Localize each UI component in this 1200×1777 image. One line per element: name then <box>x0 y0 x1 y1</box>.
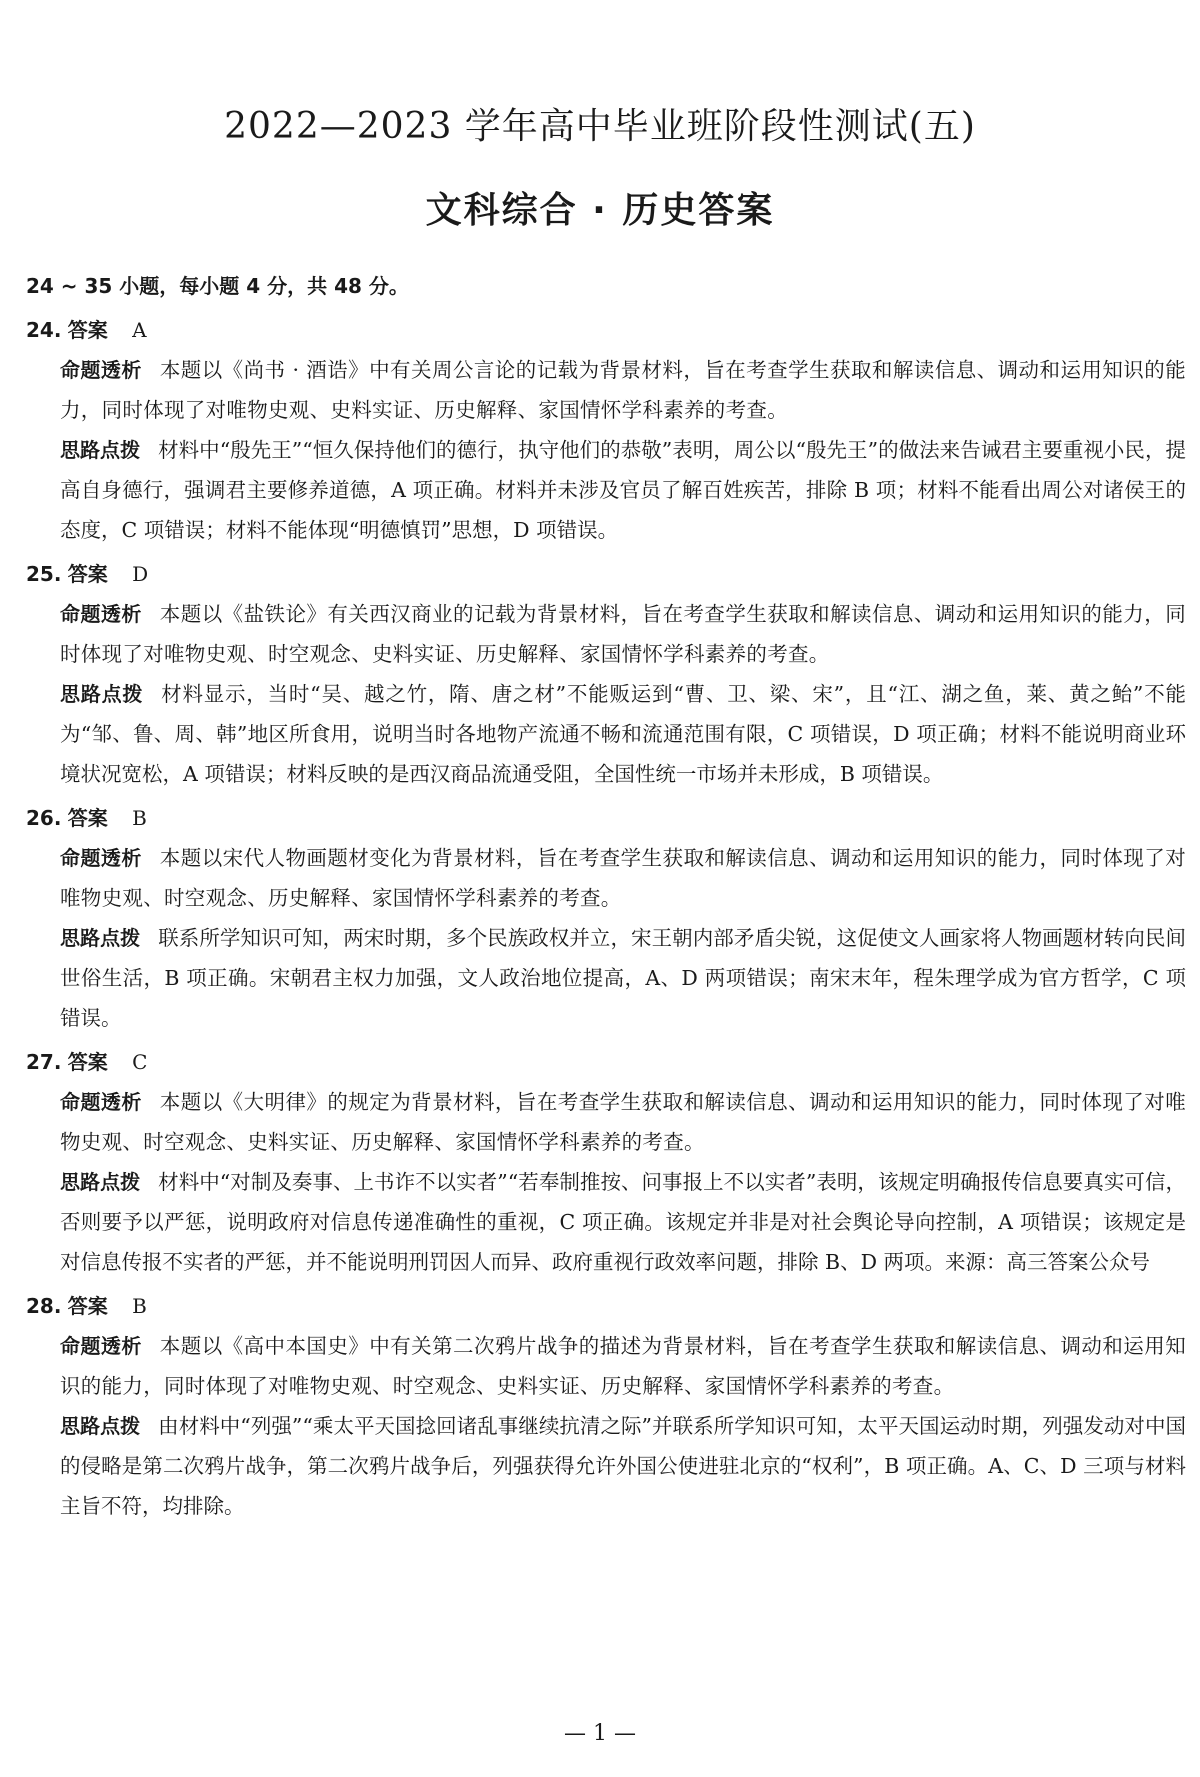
hint-paragraph <box>26 674 1186 794</box>
answer-value: D <box>132 562 149 586</box>
hint-text: 材料中“殷先王”“恒久保持他们的德行，执守他们的恭敬”表明，周公以“殷先王”的做法来告诫君主要重视小民，提高自身德行，强调君主要修养道德，A 项正确。材料并未涉及官员了解百姓疾苦，排除 B 项；材料不能看出周公对诸侯王的态度，C 项错误；材料不能体现“明德慎罚”思想，D 项错误。 <box>60 438 1186 542</box>
hint-label: 思路点拨 <box>60 1414 141 1438</box>
question-header <box>26 554 1186 594</box>
question-number: 24. <box>26 318 62 342</box>
answer-value: C <box>132 1050 148 1074</box>
analysis-text: 本题以《高中本国史》中有关第二次鸦片战争的描述为背景材料，旨在考查学生获取和解读信息、调动和运用知识的能力，同时体现了对唯物史观、时空观念、史料实证、历史解释、家国情怀学科素养的考查。 <box>60 1334 1187 1398</box>
answer-value: A <box>132 318 147 342</box>
question-block-28 <box>26 1286 1186 1526</box>
page-subtitle: 文科综合 · 历史答案 <box>425 190 775 231</box>
analysis-label: 命题透析 <box>60 358 142 382</box>
hint-text: 联系所学知识可知，两宋时期，多个民族政权并立，宋王朝内部矛盾尖锐，这促使文人画家将人物画题材转向民间世俗生活，B 项正确。宋朝君主权力加强，文人政治地位提高，A、D 两项错误；南宋末年，程朱理学成为官方哲学，C 项错误。 <box>60 926 1187 1030</box>
analysis-paragraph <box>26 838 1186 918</box>
answer-value: B <box>132 806 147 830</box>
analysis-text: 本题以《盐铁论》有关西汉商业的记载为背景材料，旨在考查学生获取和解读信息、调动和运用知识的能力，同时体现了对唯物史观、时空观念、史料实证、历史解释、家国情怀学科素养的考查。 <box>60 602 1187 666</box>
question-number: 25. <box>26 562 62 586</box>
hint-paragraph <box>26 1406 1186 1526</box>
question-block-24 <box>26 310 1186 550</box>
hint-label: 思路点拨 <box>60 682 144 706</box>
question-block-25 <box>26 554 1186 794</box>
question-block-26 <box>26 798 1186 1038</box>
analysis-paragraph <box>26 1082 1186 1162</box>
hint-label: 思路点拨 <box>60 438 141 462</box>
page-number: — 1 — <box>564 1721 636 1746</box>
hint-text: 由材料中“列强”“乘太平天国捻回诸乱事继续抗清之际”并联系所学知识可知，太平天国运动时期，列强发动对中国的侵略是第二次鸦片战争，第二次鸦片战争后，列强获得允许外国公使进驻北京的“权利”，B 项正确。A、C、D 三项与材料主旨不符，均排除。 <box>60 1414 1186 1518</box>
section-intro: 24 ~ 35 小题，每小题 4 分，共 48 分。 <box>26 274 409 298</box>
question-header <box>26 310 1186 350</box>
hint-label: 思路点拨 <box>60 926 141 950</box>
analysis-label: 命题透析 <box>60 846 142 870</box>
answer-content <box>26 266 1186 1526</box>
question-header <box>26 798 1186 838</box>
analysis-text: 本题以《尚书 · 酒诰》中有关周公言论的记载为背景材料，旨在考查学生获取和解读信息、调动和运用知识的能力，同时体现了对唯物史观、史料实证、历史解释、家国情怀学科素养的考查。 <box>60 358 1186 422</box>
question-block-27 <box>26 1042 1186 1282</box>
analysis-label: 命题透析 <box>60 1334 142 1358</box>
hint-text: 材料中“对制及奏事、上书诈不以实者”“若奉制推按、问事报上不以实者”表明，该规定明确报传信息要真实可信，否则要予以严惩，说明政府对信息传递准确性的重视，C 项正确。该规定并非是对社会舆论导向控制，A 项错误；该规定是对信息传报不实者的严惩，并不能说明刑罚因人而异、政府重视行政效率问题，排除 B、D 两项。来源：高三答案公众号 <box>60 1170 1186 1274</box>
answer-label: 答案 <box>67 1050 108 1074</box>
answer-label: 答案 <box>67 806 108 830</box>
question-number: 27. <box>26 1050 62 1074</box>
question-number: 26. <box>26 806 62 830</box>
analysis-paragraph <box>26 1326 1186 1406</box>
analysis-text: 本题以宋代人物画题材变化为背景材料，旨在考查学生获取和解读信息、调动和运用知识的能力，同时体现了对唯物史观、时空观念、历史解释、家国情怀学科素养的考查。 <box>60 846 1187 910</box>
analysis-label: 命题透析 <box>60 602 142 626</box>
hint-paragraph <box>26 430 1186 550</box>
question-number: 28. <box>26 1294 62 1318</box>
answer-label: 答案 <box>67 1294 108 1318</box>
analysis-paragraph <box>26 594 1186 674</box>
page-title: 2022—2023 学年高中毕业班阶段性测试(五) <box>224 106 976 147</box>
analysis-paragraph <box>26 350 1186 430</box>
hint-label: 思路点拨 <box>60 1170 141 1194</box>
question-header <box>26 1042 1186 1082</box>
answer-label: 答案 <box>67 562 108 586</box>
analysis-label: 命题透析 <box>60 1090 142 1114</box>
hint-text: 材料显示，当时“吴、越之竹，隋、唐之材”不能贩运到“曹、卫、梁、宋”，且“江、湖之鱼，莱、黄之鲐”不能为“邹、鲁、周、韩”地区所食用，说明当时各地物产流通不畅和流通范围有限，C 项错误，D 项正确；材料不能说明商业环境状况宽松，A 项错误；材料反映的是西汉商品流通受阻，全国性统一市场并未形成，B 项错误。 <box>60 682 1186 786</box>
question-header <box>26 1286 1186 1326</box>
hint-paragraph <box>26 918 1186 1038</box>
analysis-text: 本题以《大明律》的规定为背景材料，旨在考查学生获取和解读信息、调动和运用知识的能力，同时体现了对唯物史观、时空观念、史料实证、历史解释、家国情怀学科素养的考查。 <box>60 1090 1187 1154</box>
answer-value: B <box>132 1294 147 1318</box>
answer-label: 答案 <box>67 318 108 342</box>
hint-paragraph <box>26 1162 1186 1282</box>
